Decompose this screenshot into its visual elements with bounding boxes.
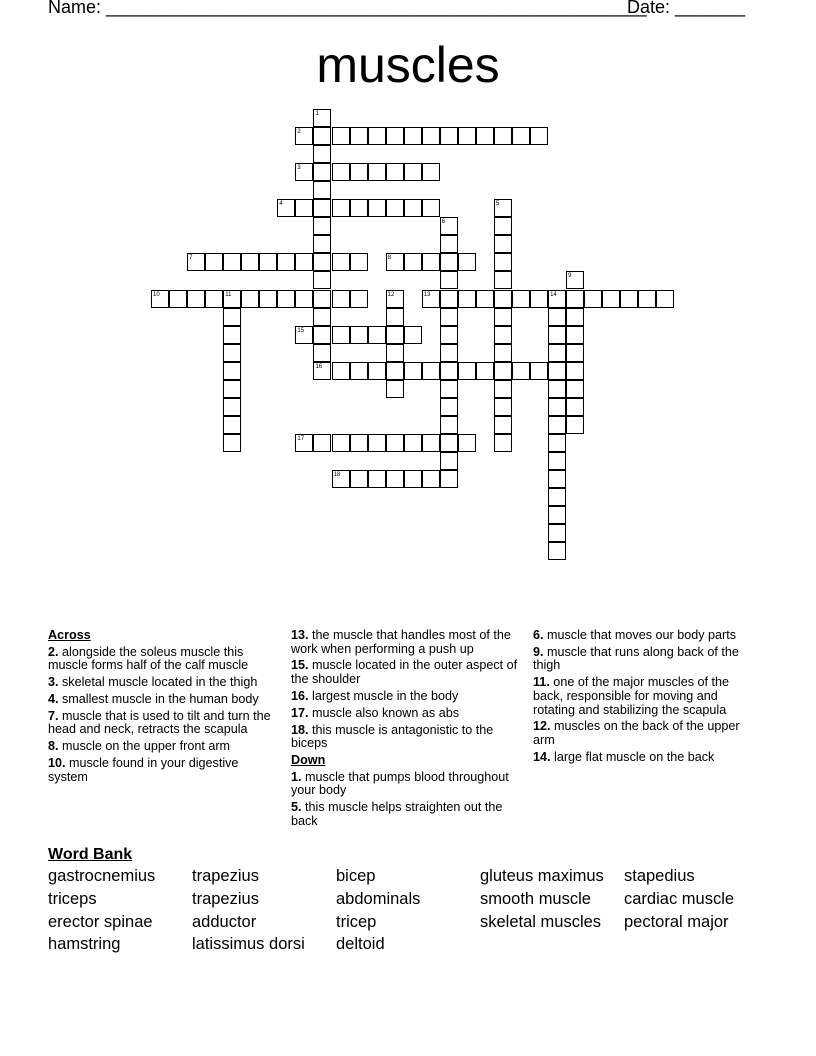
crossword-cell[interactable] <box>368 362 386 380</box>
crossword-cell[interactable] <box>494 434 512 452</box>
clue-text: large flat muscle on the back <box>550 749 715 764</box>
clue-number: 13. <box>291 628 309 642</box>
clue-text: skeletal muscle located in the thigh <box>58 675 258 690</box>
crossword-cell[interactable] <box>566 362 584 380</box>
clue-number: 7. <box>48 708 59 723</box>
clue-column-3 <box>533 629 755 768</box>
clue-number: 1. <box>291 769 302 784</box>
clue-text: muscles on the back of the upper arm <box>533 719 740 748</box>
crossword-cell[interactable] <box>313 109 331 127</box>
crossword-cell[interactable] <box>386 470 404 488</box>
crossword-cell[interactable] <box>548 542 566 560</box>
crossword-cell[interactable] <box>313 235 331 253</box>
crossword-cell[interactable] <box>332 127 350 145</box>
clue-number: 1 <box>315 111 319 117</box>
crossword-cell[interactable] <box>313 271 331 289</box>
word-bank-word: trapezius <box>192 867 259 885</box>
crossword-cell[interactable] <box>350 127 368 145</box>
crossword-cell[interactable] <box>404 163 422 181</box>
crossword-cell[interactable] <box>494 416 512 434</box>
crossword-cell[interactable] <box>422 163 440 181</box>
word-bank-word: trapezius <box>192 890 259 908</box>
clue-text: muscle that runs along back of the thigh <box>533 644 739 673</box>
across-heading: Across <box>48 628 91 642</box>
crossword-cell[interactable] <box>313 326 331 344</box>
clue <box>533 751 755 765</box>
crossword-cell[interactable] <box>548 308 566 326</box>
clue-number: 18. <box>291 722 309 737</box>
crossword-cell[interactable] <box>386 199 404 217</box>
crossword-cell[interactable] <box>494 290 512 308</box>
clue <box>533 629 755 643</box>
clue-number: 12 <box>387 291 395 298</box>
clue <box>291 801 519 828</box>
crossword-cell[interactable] <box>350 362 368 380</box>
crossword-cell[interactable] <box>548 470 566 488</box>
crossword-cell[interactable] <box>494 235 512 253</box>
crossword-cell[interactable] <box>440 235 458 253</box>
crossword-cell[interactable] <box>332 163 350 181</box>
crossword-cell[interactable] <box>223 380 241 398</box>
clue-number: 3. <box>48 675 59 690</box>
clue-text: muscle located in the outer aspect of the shoulder <box>291 658 518 687</box>
down-heading: Down <box>291 753 326 768</box>
crossword-cell[interactable] <box>313 434 331 452</box>
word-bank-word: cardiac muscle <box>624 890 735 908</box>
clue-number: 15. <box>291 658 309 673</box>
clue-number: 4. <box>48 691 59 706</box>
crossword-cell[interactable] <box>313 181 331 199</box>
crossword-cell[interactable] <box>566 344 584 362</box>
crossword-cell[interactable] <box>440 253 458 271</box>
crossword-cell[interactable] <box>368 163 386 181</box>
crossword-cell[interactable] <box>223 253 241 271</box>
crossword-cell[interactable] <box>386 380 404 398</box>
clue-number: 8. <box>48 739 59 754</box>
crossword-cell[interactable] <box>313 253 331 271</box>
crossword-cell[interactable] <box>530 362 548 380</box>
crossword-cell[interactable] <box>404 199 422 217</box>
page-title: muscles <box>316 37 500 93</box>
crossword-cell[interactable] <box>494 199 512 217</box>
crossword-cell[interactable] <box>494 253 512 271</box>
crossword-cell[interactable] <box>422 434 440 452</box>
clue-column-1 <box>48 629 276 788</box>
crossword-cell[interactable] <box>187 290 205 308</box>
word-bank-word: gluteus maximus <box>480 867 604 885</box>
crossword-cell[interactable] <box>458 127 476 145</box>
crossword-cell[interactable] <box>494 271 512 289</box>
crossword-cell[interactable] <box>548 290 566 308</box>
clue-number: 4 <box>279 201 283 208</box>
clue-text: muscle on the upper front arm <box>58 739 231 754</box>
clue-text: muscle that pumps blood throughout your body <box>291 769 509 798</box>
crossword-cell[interactable] <box>440 380 458 398</box>
word-bank-word: pectoral major <box>624 913 729 931</box>
crossword-cell[interactable] <box>440 326 458 344</box>
crossword-cell[interactable] <box>566 326 584 344</box>
crossword-cell[interactable] <box>422 127 440 145</box>
crossword-cell[interactable] <box>512 362 530 380</box>
crossword-cell[interactable] <box>332 362 350 380</box>
crossword-cell[interactable] <box>602 290 620 308</box>
crossword-cell[interactable] <box>458 290 476 308</box>
clue-number: 5 <box>495 201 500 208</box>
crossword-cell[interactable] <box>404 434 422 452</box>
clue-text: smallest muscle in the human body <box>58 691 259 706</box>
clue <box>291 659 519 686</box>
crossword-cell[interactable] <box>548 524 566 542</box>
clue-number: 10 <box>153 291 160 298</box>
clue-number: 14 <box>550 291 557 298</box>
clue-text: muscle that moves our body parts <box>543 628 737 642</box>
crossword-cell[interactable] <box>422 199 440 217</box>
clue-number: 15 <box>297 327 305 334</box>
word-bank-word: bicep <box>336 867 376 885</box>
crossword-cell[interactable] <box>187 253 205 271</box>
crossword-cell[interactable] <box>440 308 458 326</box>
crossword-cell[interactable] <box>440 470 458 488</box>
crossword-cell[interactable] <box>295 163 313 181</box>
date-line: Date: _______ <box>627 0 746 17</box>
clue <box>291 771 519 798</box>
crossword-cell[interactable] <box>368 434 386 452</box>
clue-text: this muscle is antagonistic to the biceps <box>291 722 494 751</box>
crossword-cell[interactable] <box>223 308 241 326</box>
clue-number: 11 <box>225 291 232 298</box>
clue-text: muscle that is used to tilt and turn the head and neck, retracts the scapula <box>48 708 271 737</box>
clue-number: 14. <box>533 749 551 764</box>
crossword-cell[interactable] <box>223 398 241 416</box>
across-clues-list <box>48 646 276 785</box>
crossword-cell[interactable] <box>638 290 656 308</box>
clue-number: 7 <box>189 255 193 262</box>
word-bank-word: abdominals <box>336 890 421 908</box>
word-bank-word: gastrocnemius <box>48 867 156 885</box>
clue <box>48 693 276 707</box>
clue <box>291 707 519 721</box>
crossword-cell[interactable] <box>350 326 368 344</box>
crossword-cell[interactable] <box>494 217 512 235</box>
crossword-cell[interactable] <box>386 344 404 362</box>
crossword-cell[interactable] <box>332 253 350 271</box>
crossword-cell[interactable] <box>548 326 566 344</box>
down-clues-list <box>291 771 519 829</box>
crossword-cell[interactable] <box>350 290 368 308</box>
clue-number: 3 <box>297 165 301 172</box>
crossword-cell[interactable] <box>566 308 584 326</box>
crossword-cell[interactable] <box>295 326 313 344</box>
crossword-cell[interactable] <box>313 217 331 235</box>
word-bank-word: latissimus dorsi <box>192 935 305 953</box>
crossword-cell[interactable] <box>422 290 440 308</box>
crossword-cell[interactable] <box>404 326 422 344</box>
clue-number: 2 <box>297 129 301 136</box>
crossword-cell[interactable] <box>350 253 368 271</box>
clue <box>48 676 276 690</box>
crossword-cell[interactable] <box>259 290 277 308</box>
crossword-cell[interactable] <box>458 253 476 271</box>
crossword-cell[interactable] <box>548 416 566 434</box>
crossword-cell[interactable] <box>386 326 404 344</box>
clue-text: muscle found in your digestive system <box>48 756 239 784</box>
crossword-cell[interactable] <box>277 199 295 217</box>
crossword-cell[interactable] <box>313 199 331 217</box>
crossword-cell[interactable] <box>205 253 223 271</box>
crossword-cell[interactable] <box>512 290 530 308</box>
crossword-cell[interactable] <box>277 253 295 271</box>
word-bank-word: deltoid <box>336 935 385 953</box>
clue <box>533 646 755 673</box>
crossword-cell[interactable] <box>440 290 458 308</box>
crossword-cell[interactable] <box>313 308 331 326</box>
word-bank-word: triceps <box>48 890 97 908</box>
clue-text: largest muscle in the body <box>308 688 459 703</box>
crossword-cell[interactable] <box>313 163 331 181</box>
clue <box>48 710 276 737</box>
clue <box>533 720 755 747</box>
crossword-cell[interactable] <box>223 344 241 362</box>
crossword-cell[interactable] <box>241 290 259 308</box>
crossword-cell[interactable] <box>566 290 584 308</box>
crossword-cell[interactable] <box>548 380 566 398</box>
crossword-cell[interactable] <box>295 199 313 217</box>
crossword-cell[interactable] <box>313 145 331 163</box>
crossword-cell[interactable] <box>332 199 350 217</box>
word-bank-title: Word Bank <box>48 846 133 863</box>
crossword-cell[interactable] <box>277 290 295 308</box>
crossword-cell[interactable] <box>386 253 404 271</box>
clue-number: 13 <box>423 291 431 298</box>
word-bank-word: stapedius <box>624 867 695 885</box>
crossword-cell[interactable] <box>386 434 404 452</box>
crossword-cell[interactable] <box>313 290 331 308</box>
crossword-cell[interactable] <box>620 290 638 308</box>
crossword-cell[interactable] <box>566 398 584 416</box>
crossword-cell[interactable] <box>350 199 368 217</box>
crossword-cell[interactable] <box>440 434 458 452</box>
crossword-cell[interactable] <box>440 344 458 362</box>
crossword-cell[interactable] <box>548 434 566 452</box>
crossword-cell[interactable] <box>440 398 458 416</box>
crossword-cell[interactable] <box>223 326 241 344</box>
clue <box>48 740 276 754</box>
crossword-cell[interactable] <box>223 290 241 308</box>
clue <box>48 646 276 673</box>
crossword-cell[interactable] <box>476 290 494 308</box>
crossword-cell[interactable] <box>458 434 476 452</box>
crossword-cell[interactable] <box>422 470 440 488</box>
crossword-cell[interactable] <box>548 398 566 416</box>
crossword-cell[interactable] <box>530 127 548 145</box>
clue-number: 12. <box>533 719 551 734</box>
crossword-cell[interactable] <box>422 362 440 380</box>
clue-number: 5. <box>291 800 302 815</box>
crossword-cell[interactable] <box>404 253 422 271</box>
crossword-cell[interactable] <box>512 127 530 145</box>
clue-text: one of the major muscles of the back, responsible for moving and rotating and stabilizing the scapula <box>533 675 730 717</box>
crossword-cell[interactable] <box>440 127 458 145</box>
crossword-cell[interactable] <box>313 362 331 380</box>
crossword-cell[interactable] <box>422 253 440 271</box>
crossword-cell[interactable] <box>332 434 350 452</box>
crossword-cell[interactable] <box>313 344 331 362</box>
crossword-cell[interactable] <box>404 127 422 145</box>
crossword-cell[interactable] <box>548 488 566 506</box>
clue-number: 16 <box>315 363 323 370</box>
crossword-cell[interactable] <box>151 290 169 308</box>
crossword-cell[interactable] <box>386 290 404 308</box>
crossword-cell[interactable] <box>530 290 548 308</box>
crossword-cell[interactable] <box>386 127 404 145</box>
crossword-cell[interactable] <box>368 470 386 488</box>
clue <box>533 676 755 717</box>
crossword-cell[interactable] <box>350 163 368 181</box>
crossword-cell[interactable] <box>295 253 313 271</box>
crossword-cell[interactable] <box>332 470 350 488</box>
crossword-cell[interactable] <box>494 344 512 362</box>
crossword-cell[interactable] <box>368 326 386 344</box>
clue-number: 2. <box>48 644 59 659</box>
crossword-cell[interactable] <box>440 416 458 434</box>
crossword-cell[interactable] <box>548 344 566 362</box>
clue-number: 6. <box>533 628 544 642</box>
clue <box>291 724 519 751</box>
crossword-cell[interactable] <box>494 326 512 344</box>
clue-number: 10. <box>48 756 66 771</box>
crossword-cell[interactable] <box>332 326 350 344</box>
crossword-cell[interactable] <box>332 290 350 308</box>
crossword-cell[interactable] <box>548 452 566 470</box>
crossword-cell[interactable] <box>223 416 241 434</box>
crossword-cell[interactable] <box>313 127 331 145</box>
clue-text: this muscle helps straighten out the back <box>291 800 503 828</box>
crossword-cell[interactable] <box>494 362 512 380</box>
crossword-cell[interactable] <box>440 271 458 289</box>
word-bank-word: tricep <box>336 913 377 931</box>
crossword-cell[interactable] <box>241 253 259 271</box>
name-line: Name: ______________________________________________________ <box>48 0 647 17</box>
clue-number: 17. <box>291 705 309 720</box>
clue <box>291 629 519 656</box>
crossword-cell[interactable] <box>223 362 241 380</box>
crossword-cell[interactable] <box>368 199 386 217</box>
crossword-cell[interactable] <box>295 290 313 308</box>
word-bank-word: hamstring <box>48 935 121 953</box>
crossword-cell[interactable] <box>440 217 458 235</box>
crossword-cell[interactable] <box>494 380 512 398</box>
crossword-cell[interactable] <box>494 127 512 145</box>
crossword-cell[interactable] <box>548 362 566 380</box>
clue-number: 9 <box>568 273 572 280</box>
clue-number: 18 <box>333 472 341 478</box>
clue-number: 16. <box>291 688 309 703</box>
word-bank-word: skeletal muscles <box>480 913 602 931</box>
crossword-cell[interactable] <box>584 290 602 308</box>
crossword-cell[interactable] <box>386 308 404 326</box>
clue-text: alongside the soleus muscle this muscle forms half of the calf muscle <box>48 644 249 673</box>
crossword-cell[interactable] <box>548 506 566 524</box>
crossword-cell[interactable] <box>440 452 458 470</box>
clue <box>48 757 276 784</box>
word-bank-word: erector spinae <box>48 913 153 931</box>
crossword-cell[interactable] <box>350 470 368 488</box>
crossword-cell[interactable] <box>656 290 674 308</box>
clue-text: the muscle that handles most of the work when performing a push up <box>291 628 511 656</box>
crossword-cell[interactable] <box>404 470 422 488</box>
crossword-cell[interactable] <box>440 362 458 380</box>
clue-number: 6 <box>441 219 446 226</box>
down-clues-list-continued <box>533 629 755 765</box>
crossword-cell[interactable] <box>259 253 277 271</box>
crossword-cell[interactable] <box>386 362 404 380</box>
crossword-cell[interactable] <box>368 127 386 145</box>
clue-column-2 <box>291 629 519 832</box>
crossword-cell[interactable] <box>494 308 512 326</box>
crossword-cell[interactable] <box>476 127 494 145</box>
word-bank-word: adductor <box>192 913 257 931</box>
clue-text: muscle also known as abs <box>308 705 460 720</box>
crossword-cell[interactable] <box>350 434 368 452</box>
crossword-cell[interactable] <box>295 127 313 145</box>
crossword-cell[interactable] <box>404 362 422 380</box>
crossword-cell[interactable] <box>476 362 494 380</box>
crossword-cell[interactable] <box>566 271 584 289</box>
crossword-cell[interactable] <box>494 398 512 416</box>
clue-number: 8 <box>387 255 391 262</box>
clue <box>291 690 519 704</box>
crossword-cell[interactable] <box>205 290 223 308</box>
crossword-cell[interactable] <box>566 380 584 398</box>
clue-number: 17 <box>297 435 305 442</box>
clue-number: 9. <box>533 644 544 659</box>
crossword-cell[interactable] <box>386 163 404 181</box>
crossword-cell[interactable] <box>458 362 476 380</box>
crossword-cell[interactable] <box>223 434 241 452</box>
crossword-cell[interactable] <box>295 434 313 452</box>
across-clues-list-continued <box>291 629 519 751</box>
word-bank-word: smooth muscle <box>480 890 591 908</box>
crossword-cell[interactable] <box>566 416 584 434</box>
crossword-cell[interactable] <box>169 290 187 308</box>
clue-number: 11. <box>533 675 550 690</box>
